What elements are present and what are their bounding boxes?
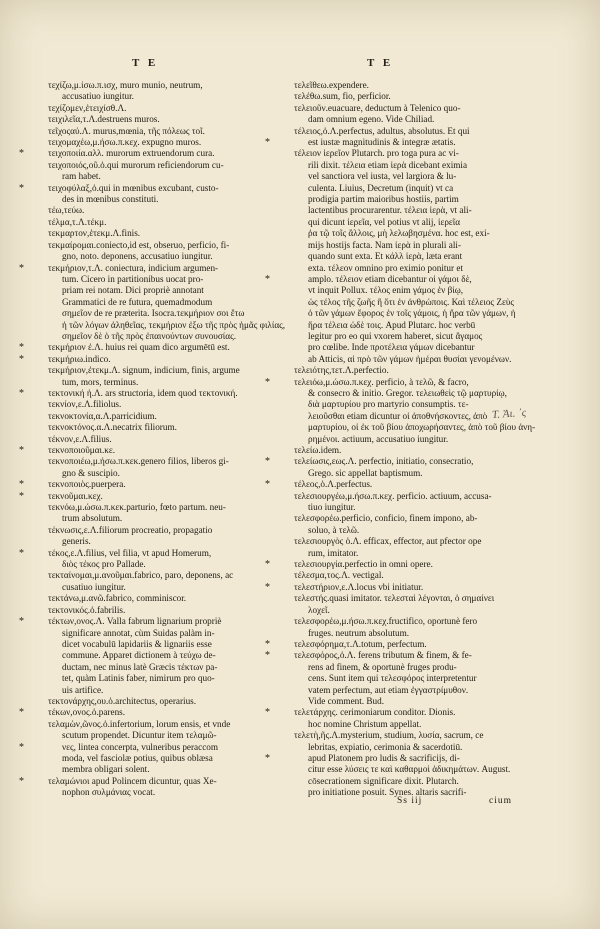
text-line [282,183,514,194]
line-text: Grego. sic appellat baptismum. [308,467,423,478]
line-text: τειχοφύλαξ,ὁ.qui in mœnibus excubant, custo- [48,182,219,193]
text-line [282,616,514,627]
asterisk-marker: * [19,547,24,559]
line-text: Vide comment. Bud. [308,695,384,706]
line-text: τειχοποιία.αλλ. murorum extruendorum cura. [48,148,215,159]
line-text: τελείω.idem. [294,445,342,455]
text-line [282,91,514,102]
text-line [36,114,271,125]
line-text: legitur pro eo qui vxorem haberet, sicut ἄγαμος [308,330,483,341]
text-line [36,422,271,433]
text-line [36,753,271,764]
line-text: moda, vel fasciolæ potius, quibus oblæsa [62,752,213,763]
line-text: τειχιλεῖα,τ.Λ.destruens muros. [48,114,160,125]
line-text: ὁ τῶν γάμων ἔφορος ἐν τοῖς γάμοις, ἡ ἥρα τῶν γάμων, ἡ [308,308,516,319]
asterisk-marker: * [19,387,24,399]
line-text: dicet vocabulū lapidariis & lignariis esse [62,638,212,649]
line-text: culenta. Liuius, Decretum (inquit) vt ca [308,182,454,193]
line-text: τεῖχοςαὐ.Λ. murus,mœnia, τῆς πόλεως τοῖ. [48,125,205,136]
line-text: τέκων,ονος.ὁ.parens. [48,707,126,718]
line-text: τεκμήριω.indico. [48,353,111,364]
line-text: τεκταίνομαι,μ.ανοῦμαι.fabrico, paro, deponens, ac [48,570,234,581]
line-text: ρημένοι. actiuum, accusatiuo iungitur. [308,433,449,444]
text-line [36,399,271,410]
asterisk-marker: * [265,581,270,593]
text-line [36,536,271,547]
text-line [265,376,514,388]
line-text: διὸς τέκος pro Pallade. [62,559,146,570]
line-text: Grammatici de re futura, quemadmodum [62,296,213,307]
text-line [282,194,514,205]
text-line [282,114,514,125]
line-text: rens ad finem, & oportunè fruges produ- [308,661,457,672]
line-text: τελειότης,τετ.Λ.perfectio. [294,365,389,376]
line-text: vt inquit Pollux. τέλος enim γάμος ἐν βίῳ, [308,285,464,296]
text-line [282,685,514,696]
line-text: νες, lintea concerpta, vulneribus peraccom [62,741,219,752]
text-line [19,490,271,502]
text-line [282,148,514,159]
text-line [282,593,514,604]
text-line [36,696,271,707]
text-line [282,434,514,445]
text-line [282,411,514,422]
text-line [36,171,271,182]
text-line [282,263,514,274]
line-text: dam omnium egeno. Vide Chiliad. [308,114,435,125]
text-line [36,468,271,479]
right-column [265,80,536,799]
line-text: & consecro & initio. Gregor. τελειωθεὶς τῷ μαρτυρίῳ, [308,387,507,398]
line-text: μαρτυρίου, οἱ ἐκ τοῦ βίου ἀποχωρήσαντες, ἀπὸ τοῦ βίου ἀνη- [308,422,536,433]
text-line [282,80,514,91]
line-text: fruges. neutrum absolutum. [308,627,410,638]
text-line [36,719,271,730]
text-line [282,719,514,730]
text-line [265,559,514,571]
text-line [282,628,514,639]
line-text: trum absolutum. [62,513,123,524]
text-line [36,331,271,342]
line-text: τελέθω.sum, fio, perficior. [294,91,391,102]
line-text: τέλειον ἱερεῖον Plutarch. pro toga pura ac vi- [294,148,459,159]
line-text: τελαμώνιοι apud Polincem dicuntur, quas Xe- [48,775,217,786]
line-text: σημεῖον δὲ ὁ τῆς πρὸς ἐπαινούντων συνουσίας. [62,330,237,341]
line-text: exta. τέλεον omnino pro eximio ponitur et [308,262,463,273]
text-line [265,273,514,285]
line-text: est iustæ magnitudinis & integræ ætatis. [308,137,456,148]
line-text: ram habet. [62,171,101,182]
line-text: τεκμαίρομαι.coniecto,id est, obseruo, perficio, fi- [48,239,230,250]
line-text: τέκτων,ονος.Λ. Valla fabrum lignarium propriè [48,616,222,627]
asterisk-marker: * [19,342,24,354]
text-line [265,479,514,491]
text-line [36,593,271,604]
text-line [19,707,271,719]
asterisk-marker: * [265,707,270,719]
line-text: tum. Cicero in partitionibus uocat pro- [62,273,204,284]
text-line [19,616,271,628]
catchword: cium [489,796,513,806]
line-text: citur esse λύσεις τε καὶ καθαρμοὶ ἀδικημάτων. August. [308,764,511,775]
line-text: τεκνοκτόνος.α.Λ.necatrix filiorum. [48,422,177,433]
line-text: priam rei notam. Dici propriè annotant [62,285,204,296]
line-text: τελαμὼν,ῶνος.ὁ.infertorium, lorum ensis, et vnde [48,718,231,729]
line-text: soluo, à τελῶ. [308,524,360,535]
line-text: τέκος,ε.Λ.filius, vel filia, vt apud Homerum, [48,547,212,558]
text-line [265,752,514,764]
line-text: τεκνοκτονία,α.Λ.parricidium. [48,410,157,421]
text-line [36,365,271,376]
text-line [282,160,514,171]
line-text: τεκμήριον,τ.Λ. coniectura, indicium argumen- [48,262,219,273]
asterisk-marker: * [19,182,24,194]
text-line [282,354,514,365]
line-text: τεκτονική ἡ.Λ. ars structoria, idem quod τεκτονική. [48,387,238,398]
text-line [36,228,271,239]
line-text: τεχίζω,μ.ίσω.π.ισχ, muro munio, neutrum, [48,80,203,90]
text-line [36,91,271,102]
asterisk-marker: * [265,137,270,149]
text-line [19,182,271,194]
text-line [19,445,271,456]
text-line [36,160,271,171]
text-line [36,662,271,673]
line-text: τεκμήριον,ἐτεκμ.Λ. signum, indicium, finis, argume [48,365,240,376]
line-text: τελεσφορέω,μ.ήσω.π.κεχ.fructifico, oportunè fero [294,616,478,627]
text-line [36,319,286,331]
text-line [282,662,514,673]
text-line [282,320,514,331]
text-line [36,274,271,285]
asterisk-marker: * [265,650,270,662]
text-line [36,217,271,228]
line-text: ductam, nec minus latè Græcis τέκτων pa- [62,661,218,672]
line-text: apud Platonem pro ludis & sacrificijs, di- [308,752,460,763]
text-line [36,764,271,775]
text-line [19,479,271,491]
line-text: τελεσφόρημα,τ.Λ.totum, perfectum. [294,638,427,649]
text-line [282,308,514,319]
text-line [36,411,271,422]
asterisk-marker: * [265,752,270,764]
text-line [282,525,514,536]
text-line [282,730,514,741]
line-text: cusatiuo iungitur. [62,581,126,592]
running-head-right: T E [367,57,394,69]
asterisk-marker: * [19,262,24,274]
text-line [36,126,271,137]
text-line [282,468,514,479]
text-line [19,775,271,787]
text-line [19,148,271,160]
text-line [282,548,514,559]
text-line [282,742,514,753]
text-line [36,434,271,445]
asterisk-marker: * [265,456,270,468]
line-text: tiuo iungitur. [308,502,356,513]
text-line [36,513,271,524]
asterisk-marker: * [265,559,270,571]
line-text: pro cœlibe. Inde προτέλεια γάμων dicebantur [308,342,475,353]
line-text: prodigia partim maioribus hostiis, partim [308,194,459,205]
asterisk-marker: * [19,353,24,365]
line-text: pro initiatione posuit. Synes. altaris sacrifi- [308,787,467,798]
line-text: τεκμήριον ἐ.Λ. huius rei quam dico argumētū est. [48,342,230,353]
line-text: τέω,τεύω. [48,205,85,216]
line-text: ἥρα τέλεια ὡδὲ τοις. Apud Plutarc. hoc verbū [308,319,476,330]
text-line [36,502,271,513]
text-line [265,638,514,650]
text-line [36,605,271,616]
line-text: vatem perfectum, aut etiam ἐγγαστρίμυθον. [308,684,469,695]
handwritten-annotation: Τ. Ἀι. ᾽ς [491,406,527,422]
asterisk-marker: * [19,479,24,491]
text-line [36,285,271,296]
line-text: τελεσιουργέω,μ.ήσω.π.κεχ. perficio. actiuum, accusa- [294,490,492,501]
text-line [19,387,271,399]
line-text: τελεσφόρος,ὁ.Λ. ferens tributum & finem, & fe- [294,650,472,661]
line-text: λειοῦσθαι etiam dicuntur οἱ ἀποθνήσκοντες, ἀπὸ [308,410,488,421]
text-line [282,445,514,456]
line-text: τεκνοποιὸς.puerpera. [48,479,126,490]
line-text: nophon συλμάνιας vocat. [62,787,156,798]
line-text: amplo. τέλειον etiam dicebantur οἱ γάμοι δὲ, [308,273,472,284]
text-line [265,581,514,593]
asterisk-marker: * [19,741,24,753]
asterisk-marker: * [19,148,24,160]
text-line [36,650,271,661]
line-text: mijs hostijs facta. Nam ἱερὰ in plurali ali- [308,239,462,250]
text-line [36,730,271,741]
line-text: τελεσφορέω.perficio, conficio, finem impono, ab- [294,513,478,524]
line-text: uis artifice. [62,684,104,695]
text-line [282,331,514,342]
text-line [282,536,514,547]
text-line [282,205,514,216]
text-line [36,103,271,114]
line-text: τέλειος,ὁ.Λ.perfectus, adultus, absolutus. Et qui [294,125,470,136]
line-text: τέκνωσις,ε.Λ.filiorum procreatio, propagatio [48,524,213,535]
line-text: τειχοποιός,οῦ.ὁ.qui murorum reficiendorum cu- [48,159,224,170]
text-line [19,342,271,354]
text-line [19,547,271,559]
line-text: scutum propendet. Dicuntur item τελαμῶ- [62,730,217,741]
text-line [282,513,514,524]
line-text: τειχομαχέω,μ.ήσω.π.κεχ. expugno muros. [48,137,202,148]
asterisk-marker: * [265,638,270,650]
line-text: τέλμα,τ.Λ.τέκμ. [48,216,107,227]
line-text: rum, imitator. [308,547,359,558]
text-line [282,217,514,228]
line-text: des in mœnibus constituti. [62,194,159,205]
line-text: διὰ μαρτυρίου pro martyrio consumptis. τε- [308,399,469,410]
line-text: τεκμαρτον,ἐτεκμ.Λ.finis. [48,228,141,239]
text-line [265,456,514,468]
text-line [36,240,271,251]
text-line [282,171,514,182]
line-text: τέλεσμα,τος.Λ. vectigal. [294,570,384,581]
asterisk-marker: * [265,479,270,491]
line-text: τελεστήριον,ε.Λ.locus vbi initiatur. [294,581,424,592]
text-line [36,685,271,696]
text-line [282,764,514,775]
line-text: gno, noto. deponens, accusatiuo iungitur. [62,251,213,262]
text-line [36,673,271,684]
text-line [282,491,514,502]
text-line [282,297,514,308]
text-line [36,628,271,639]
text-line [282,502,514,513]
asterisk-marker: * [19,775,24,787]
text-line [36,80,271,91]
text-line [282,388,514,399]
line-text: ab Atticis, αἱ πρὸ τῶν γάμων ἡμέραι θυσίαι γενομένων. [308,353,512,364]
asterisk-marker: * [265,376,270,388]
text-line [282,285,514,296]
line-text: τεκνοποιοῦμαι.κε. [48,445,116,455]
line-text: τέλεος,ὁ.Λ.perfectus. [294,479,373,490]
line-text: cens. Sunt item qui τελεσφόρος interpretentur [308,673,477,684]
text-line [282,399,514,410]
line-text: tum, mors, terminus. [62,376,139,387]
asterisk-marker: * [19,445,24,456]
line-text: generis. [62,536,91,547]
left-column [19,80,286,799]
text-line [282,696,514,707]
line-text: τεκνοῦμαι.κεχ. [48,490,103,501]
line-text: lebritas, expiatio, cerimonia & sacerdotiū. [308,741,463,752]
signature-text: Ss iij [397,796,423,806]
line-text: τεχίζομεν,ἐτειχίσθ.Λ. [48,102,127,113]
text-line [19,741,271,753]
line-text: vel sanctiora vel iusta, vel largiora & lu- [308,171,457,182]
text-line [36,787,271,798]
text-line [36,570,271,581]
line-text: τελετάρχης. cerimoniarum conditor. Dionis. [294,707,456,718]
line-text: τελεσιουργὸς ὁ.Λ. efficax, effector, aut pfector ope [294,536,482,547]
line-text: λοχεῖ. [308,604,330,615]
line-text: quando sunt exta. Et κάλλ ἱερὰ, læta erant [308,251,463,262]
text-line [282,605,514,616]
asterisk-marker: * [19,490,24,502]
text-line [36,297,271,308]
text-line [282,342,514,353]
line-text: τελεστής.quasi imitator. τελεσταὶ λέγονται, ὁ σημαίνει [294,593,495,604]
text-line [36,559,271,570]
line-text: membra obligari solent. [62,764,150,775]
text-line [36,137,271,148]
line-text: commune. Apparet dictionem à τεύχω de- [62,650,216,661]
text-line [265,650,514,662]
line-text: rili dixit. τέλεια etiam ἱερὰ dicebant eximia [308,159,468,170]
text-line [282,251,514,262]
text-line [282,365,514,376]
line-text: tet, quàm Latinis faber, nimirum pro quo- [62,673,215,684]
line-text: significare annotat, cùm Suidas palàm in- [62,627,215,638]
line-text: τελετὴ,ῆς.Λ.mysterium, studium, λυσία, sacrum, ce [294,730,484,741]
line-text: τεκτάνω,μ.ανῶ.fabrico, comminiscor. [48,593,187,604]
text-line [36,251,271,262]
signature-mark [397,796,512,806]
line-text: τελείωσις,εως.Λ. perfectio, initiatio, consecratio, [294,456,474,467]
text-line [36,194,271,205]
line-text: τελεῖθεω.expendere. [294,80,369,90]
line-text: τελεσιουργία.perfectio in omni opere. [294,559,433,570]
text-line [282,126,514,137]
line-text: τεκνόω,μ.ώσω.π.κεκ.parturio, fœto partum. neu- [48,502,226,513]
line-text: τεκτονικός.ὁ.fabrilis. [48,604,126,615]
asterisk-marker: * [19,616,24,628]
text-line [19,262,271,274]
text-line [282,240,514,251]
text-line [282,673,514,684]
text-line [282,103,514,114]
text-line [36,456,271,467]
line-text: lactentibus procurarentur. τέλεια ἱερὰ, vt ali- [308,205,472,216]
running-head-left: T E [132,57,159,69]
line-text: τεκνοποιέω,μ.ήσω.π.κεκ.genero filios, liberos gi- [48,456,229,467]
line-text: cōsecrationem significare dixit. Plutarch. [308,775,459,786]
text-line [36,377,271,388]
line-text: τελειόω,μ.ώσω.π.κεχ. perficio, à τελῶ, & facro, [294,376,469,387]
text-line [282,422,536,433]
text-line [19,353,271,365]
text-line [36,308,271,319]
text-line [282,228,514,239]
text-line [36,525,271,536]
asterisk-marker: * [265,273,270,285]
text-line [282,776,514,787]
line-text: τέκνον,ε.Λ.filius. [48,433,112,444]
line-text: ὡς τέλος τῆς ζωῆς ἢ ὅτι ἐν ἀνθρώποις. Καὶ τέλειος Ζεὺς [308,296,515,307]
line-text: qui dicunt ἱερεῖα, vel potius vt alij, ἱερεῖα [308,216,461,227]
line-text: hoc nomine Christum appellat. [308,718,422,729]
text-line [36,205,271,216]
text-line [265,707,514,719]
line-text: ῥα τῷ τοῖς ἄλλοις, μὴ λελωβησμένα. hoc est, exi- [308,228,490,239]
line-text: τεκτονάρχης,ου.ὁ.architectus, operarius. [48,695,197,706]
line-text: σημεῖον de re præterita. Isocra.τεκμήριον σοι ἔτω [62,308,245,319]
line-text: τεκνίον,ε.Λ.filiolus. [48,399,122,410]
line-text: accusatiuo iungitur. [62,91,134,102]
line-text: gno & suscipio. [62,467,120,478]
asterisk-marker: * [19,707,24,719]
text-line [282,570,514,581]
line-text: τελειοῦν.euacuare, deductum à Telenico quo- [294,102,461,113]
line-text: ἡ τῶν λόγων ἀληθεῖας, τεκμήριον ἐξω τῆς πρὸς ἡμᾶς φιλίας, [62,319,286,330]
text-line [265,137,514,149]
text-line [36,582,271,593]
text-line [36,639,271,650]
